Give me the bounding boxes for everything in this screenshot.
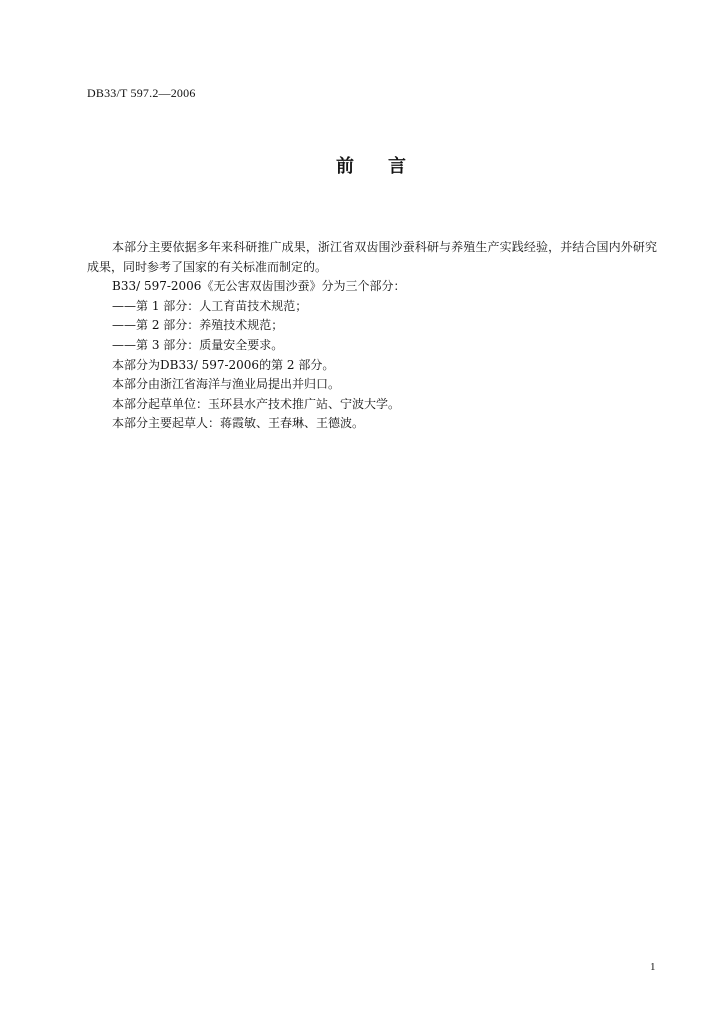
- proposed-by-line: 本部分由浙江省海洋与渔业局提出并归口。: [112, 377, 341, 392]
- page-number: 1: [650, 961, 656, 973]
- page-title: [0, 152, 724, 178]
- intro-paragraph: 本部分主要依据多年来科研推广成果，浙江省双齿围沙蚕科研与养殖生产实践经验，并结合国内外研究成果，同时参考了国家的有关标准而制定的。: [87, 240, 657, 274]
- this-part-line: 本部分为DB33/ 597-2006的第 2 部分。: [112, 357, 335, 372]
- title-char-2: 言: [388, 156, 408, 177]
- title-char-1: 前: [336, 156, 356, 177]
- drafting-units-line: 本部分起草单位：玉环县水产技术推广站、宁波大学。: [112, 396, 401, 411]
- drafters-line: 本部分主要起草人：蒋霞敏、王春琳、王德波。: [112, 416, 365, 431]
- part-3-line: ——第 3 部分：质量安全要求。: [112, 337, 284, 352]
- part-2-line: ——第 2 部分：养殖技术规范；: [112, 318, 284, 333]
- foreword-body: [87, 238, 657, 434]
- part-1-line: ——第 1 部分：人工育苗技术规范；: [112, 298, 308, 313]
- parts-overview-line: B33/ 597-2006《无公害双齿围沙蚕》分为三个部分：: [112, 279, 406, 294]
- document-id: DB33/T 597.2—2006: [87, 86, 196, 100]
